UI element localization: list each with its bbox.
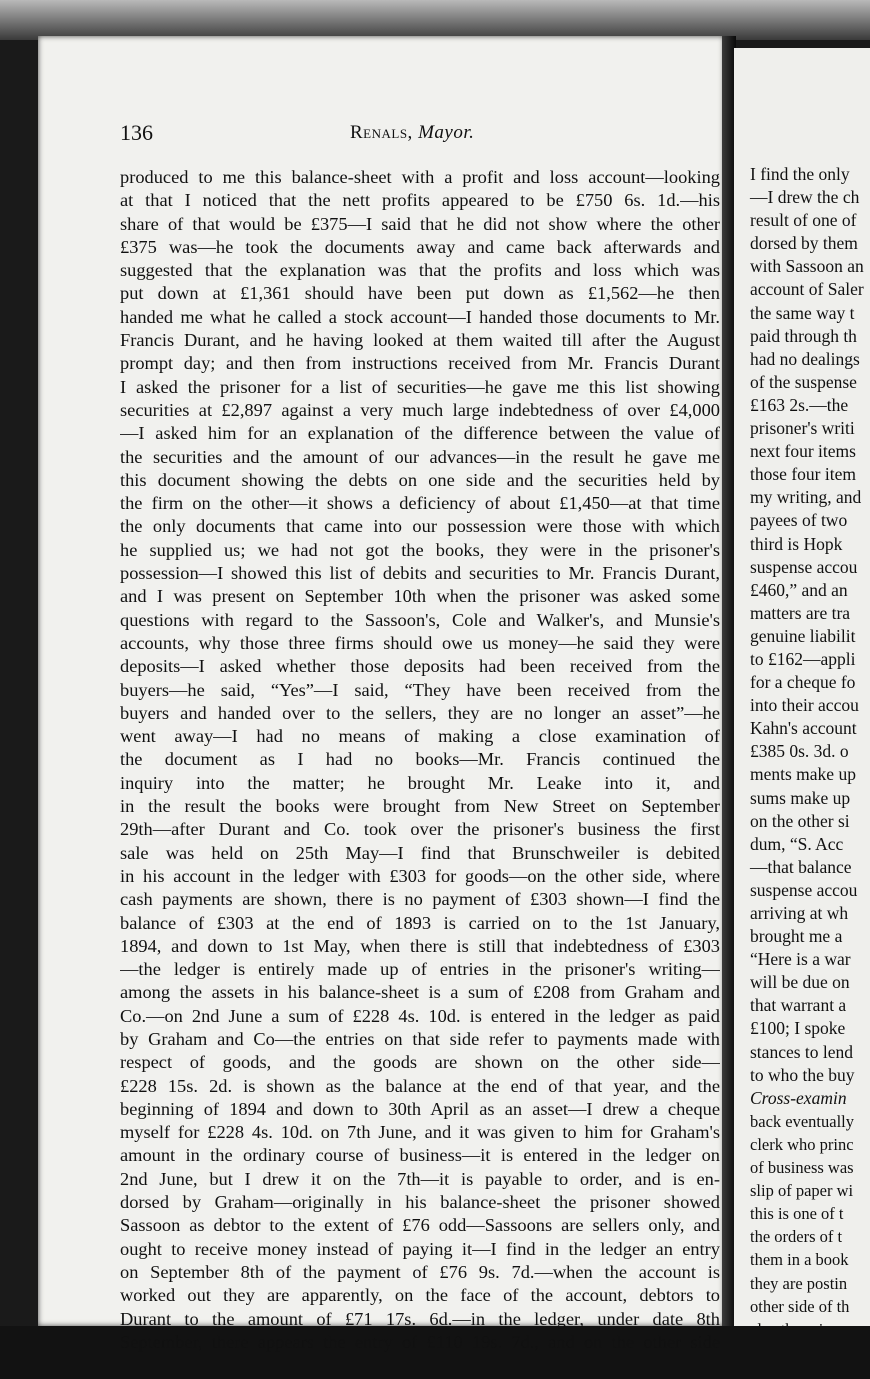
text-line: myself for £228 4s. 10d. on 7th June, and it was given to him for Graham's — [120, 1122, 720, 1143]
text-line: put down at £1,361 should have been put down as £1,562—he then — [120, 283, 720, 304]
right-text-line: account of Saler — [750, 279, 864, 300]
text-line: and I was present on September 10th when the prisoner was asked some — [120, 586, 720, 607]
right-text-line: “Here is a war — [750, 949, 851, 970]
right-text-line: to £162—appli — [750, 648, 856, 669]
text-line: prompt day; and then from instructions received from Mr. Francis Durant — [120, 353, 720, 374]
text-line: —I asked him for an explanation of the difference between the value of — [120, 423, 720, 444]
text-line: amount in the ordinary course of business—it is entered in the ledger on — [120, 1145, 720, 1166]
text-line: deposits—I asked whether those deposits had been received from the — [120, 656, 720, 677]
text-line: September, there appears the entry of £110 19s. 7d., and on the other side — [120, 1331, 720, 1352]
right-text-line: Cross-examin — [750, 1087, 847, 1108]
right-text-line: dum, “S. Acc — [750, 833, 844, 854]
right-text-line: on the other si — [750, 810, 850, 831]
text-line: share of that would be £375—I said that he did not show where the other — [120, 213, 720, 234]
text-line: in his account in the ledger with £303 for goods—on the other side, where — [120, 865, 720, 886]
running-head-name: Renals, — [350, 122, 413, 143]
text-line: at that I noticed that the nett profits appeared to be £750 6s. 1d.—his — [120, 190, 720, 211]
right-text-line: ments make up — [750, 764, 856, 785]
right-text-line: clerk who princ — [750, 1134, 854, 1154]
text-line: 1894, and down to 1st May, when there is still that indebtedness of £303 — [120, 935, 720, 956]
right-page — [734, 48, 870, 1348]
text-line: £375 was—he took the documents away and came back afterwards and — [120, 236, 720, 257]
right-text-line: matters are tra — [750, 602, 851, 623]
text-line: respect of goods, and the goods are shown on the other side— — [120, 1052, 720, 1073]
text-line: the firm on the other—it shows a deficiency of about £1,450—at that time — [120, 493, 720, 514]
text-line: among the assets in his balance-sheet is a sum of £208 from Graham and — [120, 982, 720, 1003]
text-line: 29th—after Durant and Co. took over the prisoner's business the first — [120, 819, 720, 840]
text-line: the securities and the amount of our advances—in the result he gave me — [120, 446, 720, 467]
text-line: the document as I had no books—Mr. Francis continued the — [120, 749, 720, 770]
text-line: accounts, why those three firms should owe us money—he said they were — [120, 632, 720, 653]
text-line: Co.—on 2nd June a sum of £228 4s. 10d. is entered in the ledger as paid — [120, 1005, 720, 1026]
text-line: this document showing the debts on one side and the securities held by — [120, 469, 720, 490]
right-text-line: those four item — [750, 464, 856, 485]
text-line: Durant to the amount of £71 17s. 6d.—in the ledger, under date 8th — [120, 1308, 720, 1329]
text-line: possession—I showed this list of debits and securities to Mr. Francis Durant, — [120, 563, 720, 584]
right-text-line: next four items — [750, 441, 856, 462]
text-line: went away—I had no means of making a close examination of — [120, 726, 720, 747]
page-number: 136 — [120, 120, 153, 145]
right-text-line: third is Hopk — [750, 533, 843, 554]
right-text-line: suspense accou — [750, 556, 858, 577]
right-text-line: I find the only — [750, 164, 850, 184]
right-text-line: the orders of t — [750, 1227, 843, 1247]
text-line: Sassoon as debtor to the extent of £76 odd—Sassoons are sellers only, and — [120, 1215, 720, 1236]
page-header — [120, 120, 720, 150]
running-head-title: Mayor. — [418, 122, 475, 143]
right-text-line: this is one of t — [750, 1204, 844, 1224]
text-line: £228 15s. 2d. is shown as the balance at the end of that year, and the — [120, 1075, 720, 1096]
right-text-line: arriving at wh — [750, 903, 849, 923]
right-text-line: had no dealings — [750, 348, 860, 369]
right-text-line: will be due on — [750, 972, 850, 993]
right-text-line: they are postin — [750, 1273, 848, 1293]
right-text-line: prisoner's writi — [750, 418, 855, 439]
text-line: ought to receive money instead of paying it—I find in the ledger an entry — [120, 1238, 720, 1259]
text-line: inquiry into the matter; he brought Mr. Leake into it, and — [120, 772, 720, 793]
right-text-line: brought me a — [750, 926, 843, 947]
text-line: buyers and handed over to the sellers, they are no longer an asset”—he — [120, 702, 720, 723]
right-text-line: for a cheque fo — [750, 672, 856, 693]
right-text-line: my writing, and — [750, 487, 862, 508]
body-text — [120, 166, 720, 1354]
text-line: buyers—he said, “Yes”—I said, “They have been received from the — [120, 679, 720, 700]
right-text-line: other side of th — [750, 1296, 850, 1316]
text-line: produced to me this balance-sheet with a profit and loss account—looking — [120, 167, 720, 187]
right-text-line: result of one of — [750, 210, 857, 231]
text-line: balance of £303 at the end of 1893 is carried on to the 1st January, — [120, 912, 720, 933]
right-text-line: —I drew the ch — [750, 187, 860, 208]
right-text-line: the same way t — [750, 302, 855, 323]
right-text-line: that warrant a — [750, 995, 847, 1016]
text-line: handed me what he called a stock account—I handed those documents to Mr. — [120, 306, 720, 327]
text-line: sale was held on 25th May—I find that Brunschweiler is debited — [120, 842, 720, 863]
text-line: I asked the prisoner for a list of securities—he gave me this list showing — [120, 376, 720, 397]
right-text-line: dorsed by them — [750, 233, 858, 254]
text-line: on September 8th of the payment of £76 9s. 7d.—when the account is — [120, 1261, 720, 1282]
right-text-line: stances to lend — [750, 1041, 854, 1062]
running-head — [350, 122, 474, 144]
text-line: in the result the books were brought from New Street on September — [120, 796, 720, 817]
right-text-line: of business was — [750, 1158, 854, 1178]
right-text-line: sums make up — [750, 787, 851, 808]
right-text-line: back eventually — [750, 1111, 854, 1131]
right-text-line: into their accou — [750, 695, 859, 716]
right-text-line: suspense accou — [750, 879, 858, 900]
text-line: 2nd June, but I drew it on the 7th—it is payable to order, and is en- — [120, 1168, 720, 1189]
text-line: cash payments are shown, there is no payment of £303 shown—I find the — [120, 889, 720, 910]
right-text-line: £163 2s.—the — [750, 394, 849, 415]
text-line: dorsed by Graham—originally in his balance-sheet the prisoner showed — [120, 1192, 720, 1213]
text-line: suggested that the explanation was that the profits and loss which was — [120, 260, 720, 281]
text-line: he supplied us; we had not got the books, they were in the prisoner's — [120, 539, 720, 560]
right-page-text — [750, 163, 870, 1341]
scan-border-top — [0, 0, 870, 40]
right-text-line: £460,” and an — [750, 579, 848, 600]
right-text-line: £385 0s. 3d. o — [750, 741, 849, 762]
text-line: the only documents that came into our possession were those with which — [120, 516, 720, 537]
right-text-line: slip of paper wi — [750, 1181, 854, 1201]
right-text-line: paid through th — [750, 325, 857, 346]
text-line: by Graham and Co—the entries on that side refer to payments made with — [120, 1028, 720, 1049]
text-line: worked out they are apparently, on the face of the account, debtors to — [120, 1285, 720, 1306]
right-text-line: of the suspense — [750, 371, 857, 392]
right-text-line: genuine liabilit — [750, 625, 856, 646]
text-line: beginning of 1894 and down to 30th April as an asset—I drew a cheque — [120, 1098, 720, 1119]
right-text-line: them in a book — [750, 1250, 849, 1270]
text-line: Francis Durant, and he having looked at them waited till after the August — [120, 330, 720, 351]
right-text-line: Kahn's account — [750, 718, 857, 739]
right-text-line: £100; I spoke — [750, 1018, 846, 1039]
right-text-line: with Sassoon an — [750, 256, 864, 277]
text-line: questions with regard to the Sassoon's, Cole and Walker's, and Munsie's — [120, 609, 720, 630]
text-line: —the ledger is entirely made up of entries in the prisoner's writing— — [120, 959, 720, 980]
right-text-line: —that balance — [750, 856, 852, 877]
text-line: securities at £2,897 against a very much large indebtedness of over £4,000 — [120, 399, 720, 420]
right-text-line: to who the buy — [750, 1064, 855, 1085]
right-text-line: payees of two — [750, 510, 848, 531]
